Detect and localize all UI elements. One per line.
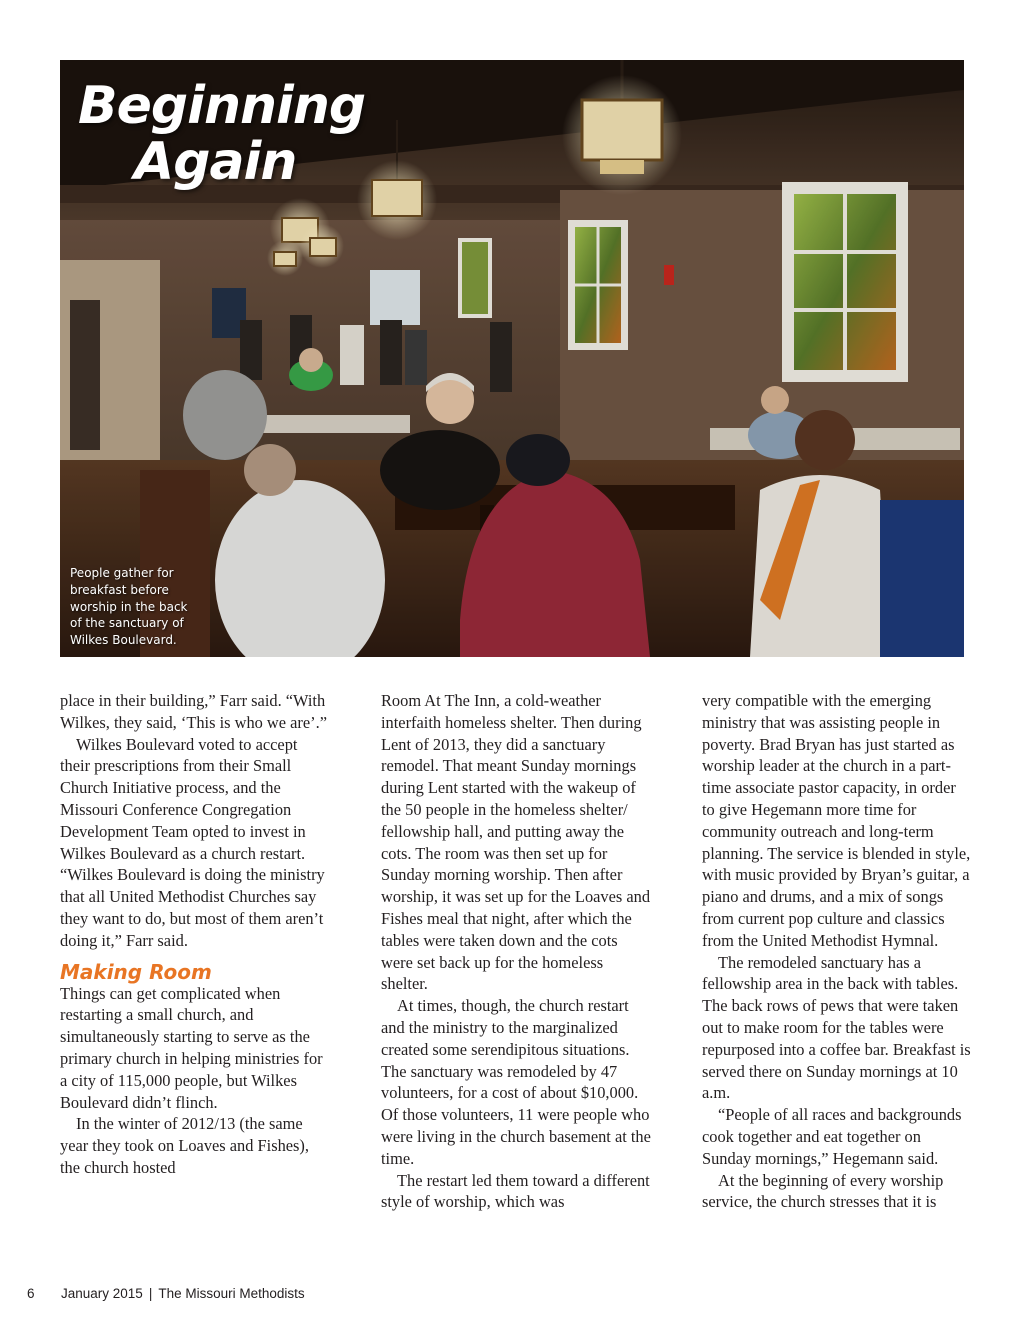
column-3: [702, 690, 972, 1213]
article-headline: [78, 78, 365, 190]
headline-line-2: Again: [134, 132, 297, 192]
paragraph: At the beginning of every worship service, the church stresses that it is: [702, 1170, 944, 1212]
paragraph: The restart led them toward a different style of worship, which was: [381, 1170, 650, 1212]
paragraph: Things can get complicated when restarting a small church, and simultaneously starting to serve as the primary church in helping ministries for a city of 115,000 people, but Wilkes Boulevard didn’t flinch.: [60, 983, 323, 1112]
paragraph: “People of all races and backgrounds cook together and eat together on Sunday mornings,” Hegemann said.: [702, 1105, 962, 1168]
page-number: 6: [27, 1286, 35, 1301]
paragraph: In the winter of 2012/13 (the same year they took on Loaves and Fishes), the church hosted: [60, 1114, 309, 1177]
page-footer: [27, 1286, 305, 1301]
section-subhead: Making Room: [60, 959, 212, 984]
paragraph: place in their building,” Farr said. “With Wilkes, they said, ‘This is who we are’.”: [60, 691, 327, 732]
footer-separator: |: [148, 1286, 153, 1301]
headline-line-1: Beginning: [78, 76, 366, 136]
paragraph: Wilkes Boulevard voted to accept their prescriptions from their Small Church Initiative process, and the Missouri Conference Congregation Development Team opted to invest in Wilkes Boulevard as a church restart. “Wilkes Boulevard is doing the ministry that all United Methodist Churches say they want to do, but most of them aren’t doing it,” Farr said.: [60, 734, 325, 950]
column-1: [60, 690, 330, 1179]
paragraph: very compatible with the emerging ministry that was assisting people in poverty. Brad Bryan has just started as worship leader at the church in a part-time associate pastor capacity, in order to give Hegemann more time for community outreach and long-term planning. The service is blended in style, with music provided by Bryan’s guitar, a piano and drums, and a mix of songs from current pop culture and classics from the United Methodist Hymnal.: [702, 691, 971, 950]
paragraph: At times, though, the church restart and the ministry to the marginalized created some serendipitous situations. The sanctuary was remodeled by 47 volunteers, for a cost of about $10,000. Of those volunteers, 11 were people who were living in the church basement at the time.: [381, 996, 651, 1168]
paragraph: The remodeled sanctuary has a fellowship area in the back with tables. The back rows of pews that were taken out to make room for the tables were repurposed into a coffee bar. Breakfast is served there on Sunday mornings at 10 a.m.: [702, 952, 971, 1103]
publication-name: The Missouri Methodists: [158, 1286, 305, 1301]
paragraph: Room At The Inn, a cold-weather interfaith homeless shelter. Then during Lent of 2013, they did a sanctuary remodel. That meant Sunday mornings during Lent started with the wakeup of the 50 people in the homeless shelter/ fellowship hall, and putting away the cots. The room was then set up for Sunday morning worship. Then after worship, it was set up for the Loaves and Fishes meal that night, after which the tables were taken down and the cots were set back up for the homeless shelter.: [381, 691, 651, 994]
photo-caption: People gather for breakfast before worship in the back of the sanctuary of Wilkes Boulevard.: [70, 566, 188, 648]
column-2: [381, 690, 651, 1213]
hero-photo: [60, 60, 964, 657]
issue-date: January 2015: [61, 1286, 143, 1301]
